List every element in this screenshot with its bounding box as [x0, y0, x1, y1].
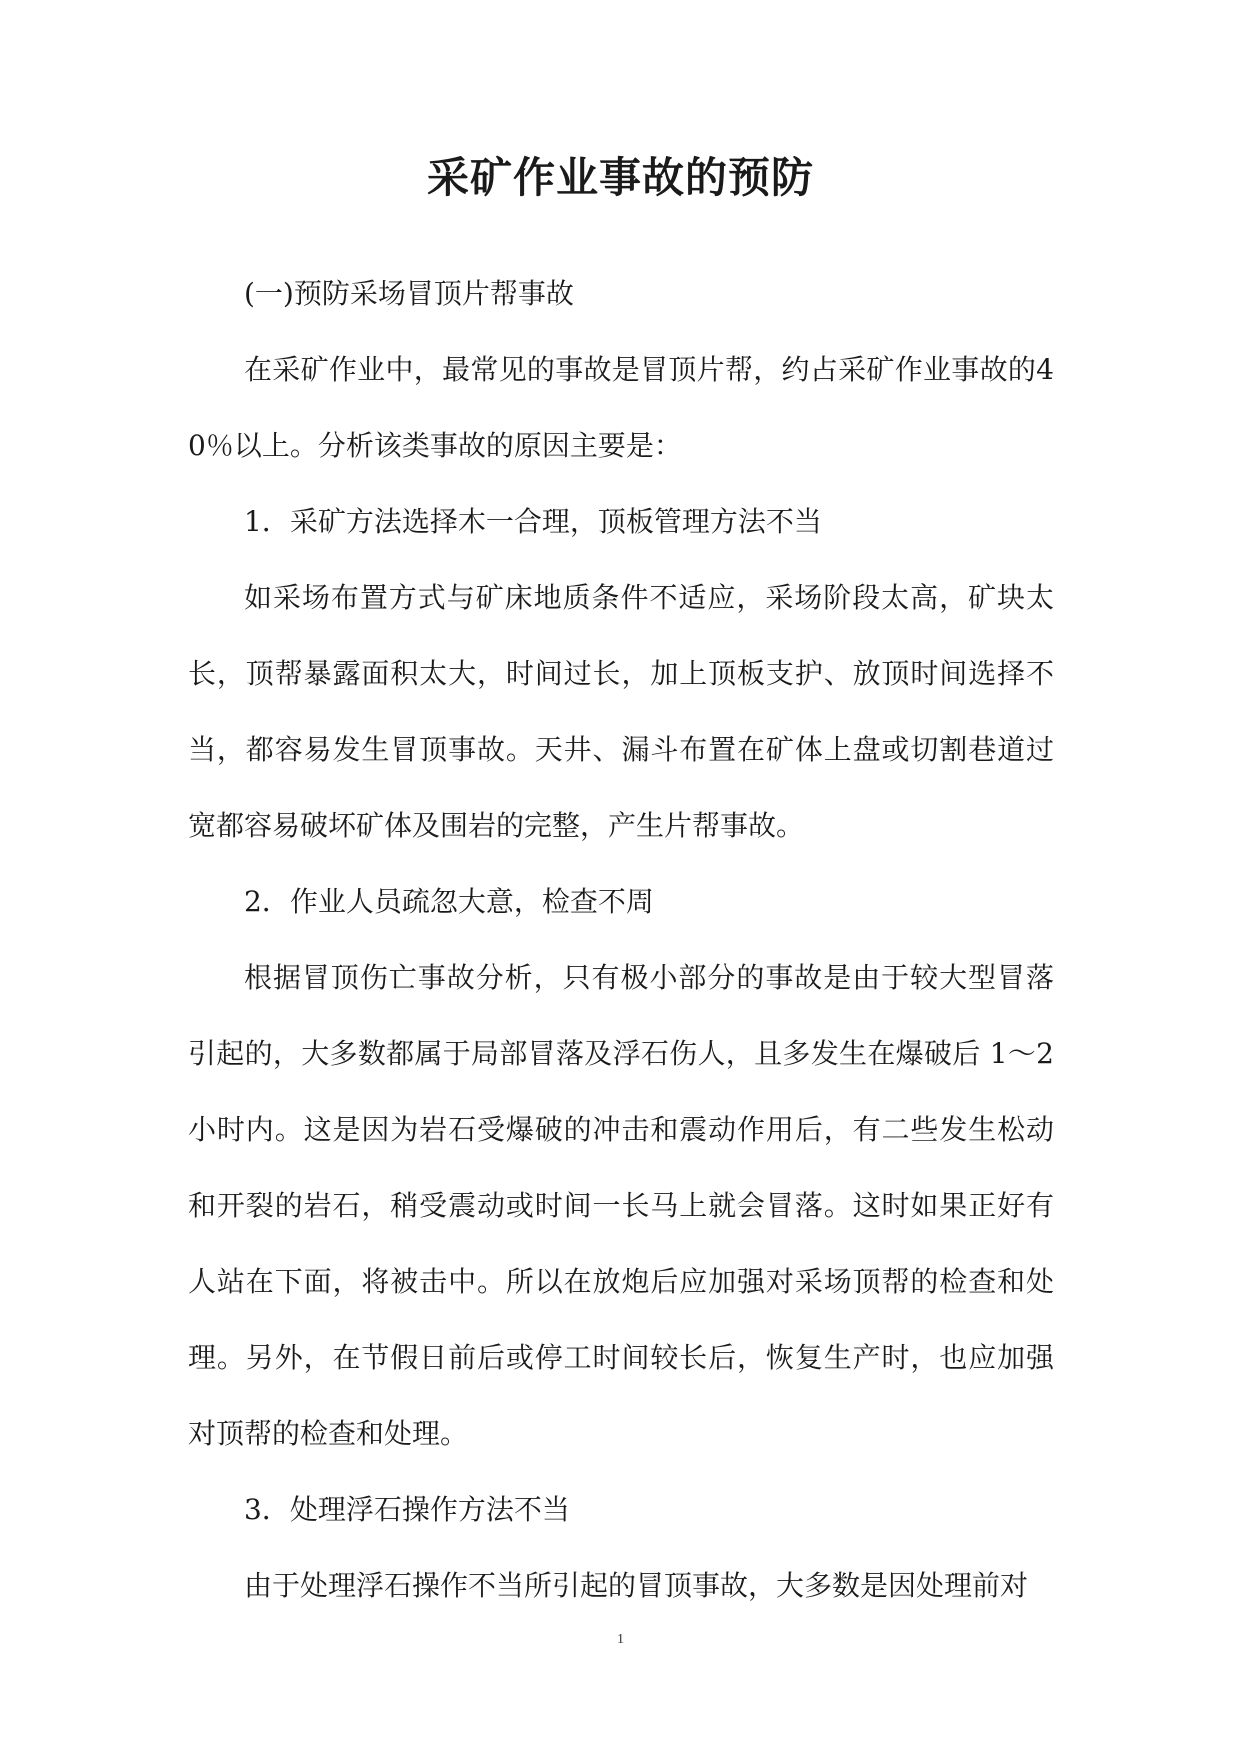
numbered-heading: 2．作业人员疏忽大意，检查不周: [244, 885, 654, 918]
body-paragraph: 在采矿作业中，最常见的事故是冒顶片帮，约占采矿作业事故的40％以上。分析该类事故的原因主要是：: [188, 353, 1054, 462]
body-paragraph: 如采场布置方式与矿床地质条件不适应，采场阶段太高，矿块太长，顶帮暴露面积太大，时间过长，加上顶板支护、放顶时间选择不当，都容易发生冒顶事故。天井、漏斗布置在矿体上盘或切割巷道过宽都容易破坏矿体及围岩的完整，产生片帮事故。: [188, 581, 1054, 842]
numbered-heading: 1．采矿方法选择木一合理，顶板管理方法不当: [244, 505, 822, 538]
body-paragraph: 由于处理浮石操作不当所引起的冒顶事故，大多数是因处理前对: [244, 1569, 1029, 1602]
numbered-heading: 3．处理浮石操作方法不当: [244, 1493, 570, 1526]
document-title: 采矿作业事故的预防: [426, 153, 814, 202]
body-paragraph: 根据冒顶伤亡事故分析，只有极小部分的事故是由于较大型冒落引起的，大多数都属于局部冒落及浮石伤人，且多发生在爆破后 1～2 小时内。这是因为岩石受爆破的冲击和震动作用后，有二些发生松动和开裂的岩石，稍受震动或时间一长马上就会冒落。这时如果正好有人站在下面，将被击中。所以在放炮后应加强对采场顶帮的检查和处理。另外，在节假日前后或停工时间较长后，恢复生产时，也应加强对顶帮的检查和处理。: [188, 961, 1054, 1450]
document-body: [188, 256, 1054, 1624]
section-heading: (一)预防采场冒顶片帮事故: [244, 277, 574, 310]
page-number: 1: [617, 1632, 624, 1647]
